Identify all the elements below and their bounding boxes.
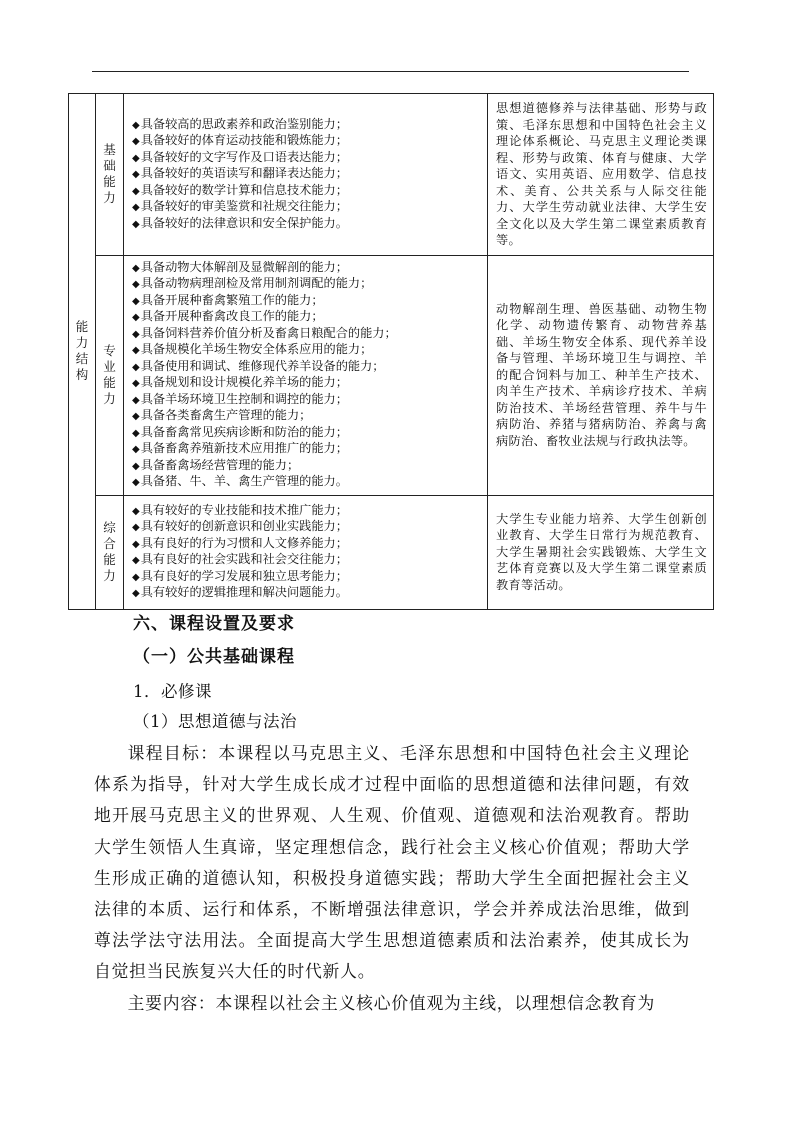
structure-label-char: 构 (75, 367, 89, 383)
paragraph-objectives: 课程目标：本课程以马克思主义、毛泽东思想和中国特色社会主义理论体系为指导，针对大学生成长成才过程中面临的思想道德和法律问题，有效地开展马克思主义的世界观、人生观、价值观、道德观和法治观教育。帮助大学生领悟人生真谛，坚定理想信念，践行社会主义核心价值观；帮助大学生形成正确的道德认知，积极投身道德实践；帮助大学生全面把握社会主义法律的本质、运行和体系，不断增强法律意识，学会并养成法治思维，做到尊法学法守法用法。全面提高大学生思想道德素质和法治素养，使其成长为自觉担当民族复兴大任的时代新人。 (94, 743, 690, 982)
list-item: ◆ 具有较好的专业技能和技术推广能力； (132, 503, 487, 520)
list-item: ◆ 具备较好的体育运动技能和锻炼能力； (132, 133, 487, 150)
category-professional-ability (96, 255, 124, 495)
courses-basic: 思想道德修养与法律基础、形势与政策、毛泽东思想和中国特色社会主义理论体系概论、马克思主义理论类课程、形势与政策、体育与健康、大学语文、实用英语、应用数学、信息技术、美育、公共关系与人际交往能力、大学生劳动就业法律、大学生安全文化以及大学生第二课堂素质教育等。 (496, 101, 707, 247)
list-item: ◆ 具有良好的行为习惯和人文修养能力； (132, 536, 487, 553)
structure-label-cell (69, 94, 96, 610)
list-item: ◆ 具备羊场环境卫生控制和调控的能力； (132, 392, 487, 409)
item-required-courses: 1．必修课 (133, 682, 212, 701)
ability-list-professional (124, 256, 487, 495)
courses-cell (488, 495, 714, 609)
ability-list-basic (124, 113, 487, 237)
list-item: ◆ 具有良好的社会实践和社会交往能力； (132, 552, 487, 569)
category-char: 合 (103, 536, 116, 551)
table-row-basic (69, 94, 714, 256)
courses-cell (488, 94, 714, 256)
list-item: ◆ 具备畜禽养殖新技术应用推广的能力； (132, 441, 487, 458)
category-comprehensive-ability (96, 495, 124, 609)
ability-list-cell (124, 255, 488, 495)
list-item: ◆ 具有较好的逻辑推理和解决问题能力。 (132, 585, 487, 602)
courses-comprehensive: 大学生专业能力培养、大学生创新创业教育、大学生日常行为规范教育、大学生暑期社会实践锻炼、大学生文艺体育竞赛以及大学生第二课堂素质教育等活动。 (496, 511, 707, 592)
courses-cell (488, 255, 714, 495)
list-item: ◆ 具有良好的学习发展和独立思考能力； (132, 569, 487, 586)
list-item: ◆ 具备使用和调试、维修现代养羊设备的能力； (132, 359, 487, 376)
paragraph-content: 主要内容：本课程以社会主义核心价值观为主线，以理想信念教育为 (127, 992, 656, 1013)
category-char: 力 (103, 568, 116, 583)
list-item: ◆ 具备猪、牛、羊、禽生产管理的能力。 (132, 474, 487, 491)
list-item: ◆ 具备各类畜禽生产管理的能力； (132, 408, 487, 425)
ability-list-comprehensive (124, 499, 487, 606)
list-item: ◆ 具备动物大体解剖及显微解剖的能力； (132, 260, 487, 277)
category-char: 专 (103, 343, 116, 358)
list-item: ◆ 具备饲料营养价值分析及畜禽日粮配合的能力； (132, 326, 487, 343)
list-item: ◆ 具备较高的思政素养和政治鉴别能力； (132, 117, 487, 134)
section-title: 六、课程设置及要求 (133, 614, 295, 634)
list-item: ◆ 具备较好的数学计算和信息技术能力； (132, 183, 487, 200)
structure-label-char: 力 (75, 335, 89, 351)
item-course-title: （1）思想道德与法治 (133, 712, 297, 731)
category-char: 能 (103, 375, 116, 390)
ability-list-cell (124, 94, 488, 256)
list-item: ◆ 具备较好的法律意识和安全保护能力。 (132, 216, 487, 233)
list-item: ◆ 具备畜禽常见疾病诊断和防治的能力； (132, 425, 487, 442)
category-char: 能 (103, 174, 116, 190)
list-item: ◆ 具备较好的文字写作及口语表达能力； (132, 150, 487, 167)
list-item: ◆ 具有较好的创新意识和创业实践能力； (132, 519, 487, 536)
category-char: 力 (103, 391, 116, 406)
list-item: ◆ 具备较好的审美鉴赏和社规交往能力； (132, 199, 487, 216)
list-item: ◆ 具备动物病理剖检及常用制剂调配的能力； (132, 276, 487, 293)
category-char: 力 (103, 190, 116, 206)
ability-list-cell (124, 495, 488, 609)
category-char: 能 (103, 552, 116, 567)
category-char: 业 (103, 359, 116, 374)
ability-structure-table (68, 93, 714, 610)
category-basic-ability (96, 94, 124, 256)
course-description (94, 738, 690, 1019)
category-char: 综 (103, 520, 116, 535)
list-item: ◆ 具备较好的英语读写和翻译表达能力； (132, 166, 487, 183)
list-item: ◆ 具备开展种畜禽改良工作的能力； (132, 309, 487, 326)
header-rule (92, 71, 689, 72)
structure-label-char: 结 (75, 351, 89, 367)
table-row-professional (69, 255, 714, 495)
list-item: ◆ 具备开展种畜禽繁殖工作的能力； (132, 293, 487, 310)
subsection-title: （一）公共基础课程 (133, 647, 295, 667)
list-item: ◆ 具备畜禽场经营管理的能力； (132, 458, 487, 475)
list-item: ◆ 具备规模化羊场生物安全体系应用的能力； (132, 342, 487, 359)
list-item: ◆ 具备规划和设计规模化养羊场的能力； (132, 375, 487, 392)
table-row-comprehensive (69, 495, 714, 609)
structure-label-char: 能 (75, 319, 89, 335)
category-char: 础 (103, 158, 116, 174)
courses-professional: 动物解剖生理、兽医基础、动物生物化学、动物遗传繁育、动物营养基础、羊场生物安全体系、现代养羊设备与管理、羊场环境卫生与调控、羊的配合饲料与加工、种羊生产技术、肉羊生产技术、羊病诊疗技术、羊病防治技术、羊场经营管理、养牛与牛病防治、养猪与猪病防治、养禽与禽病防治、畜牧业法规与行政执法等。 (496, 301, 707, 448)
category-char: 基 (103, 142, 116, 158)
